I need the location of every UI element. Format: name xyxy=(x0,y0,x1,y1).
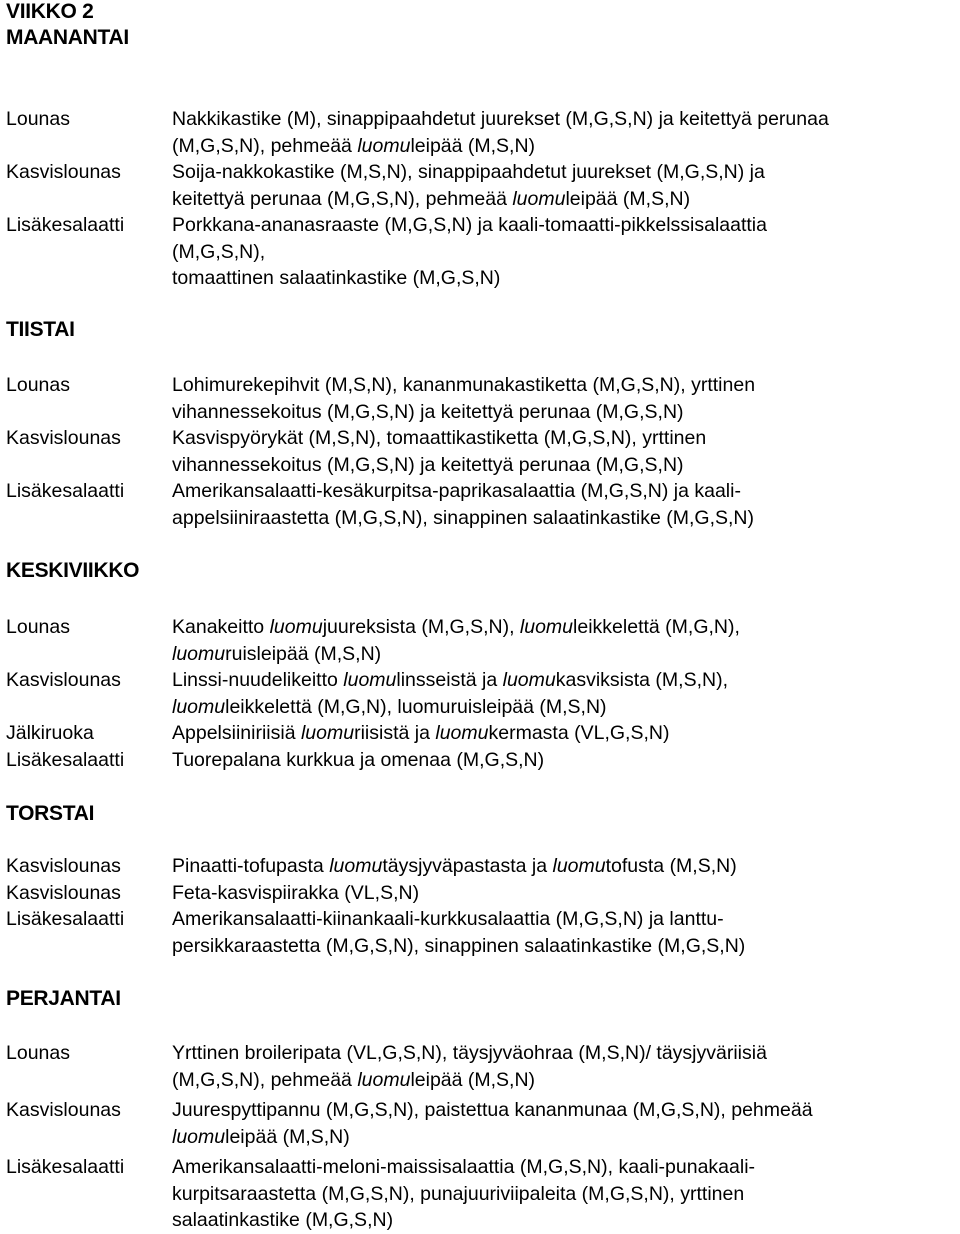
day-thursday-items xyxy=(6,853,956,959)
meal-label: Lisäkesalaatti xyxy=(6,480,125,502)
menu-row xyxy=(6,478,956,531)
menu-row xyxy=(6,853,956,880)
day-heading-wednesday: KESKIVIIKKO xyxy=(6,559,140,582)
meal-description: Yrttinen broileripata (VL,G,S,N), täysjyväohraa (M,S,N)/ täysjyväriisiä (M,G,S,N), pehmeää luomuleipää (M,S,N) xyxy=(172,1042,767,1091)
meal-description: Pinaatti-tofupasta luomutäysjyväpastasta ja luomutofusta (M,S,N) xyxy=(172,855,737,877)
meal-label: Lounas xyxy=(6,374,70,396)
menu-row xyxy=(6,667,956,720)
meal-description: Lohimurekepihvit (M,S,N), kananmunakastiketta (M,G,S,N), yrttinen vihannessekoitus (M,G,S,N) ja keitettyä perunaa (M,G,S,N) xyxy=(172,374,756,423)
meal-label: Kasvislounas xyxy=(6,881,121,904)
meal-description: Nakkikastike (M), sinappipaahdetut juurekset (M,G,S,N) ja keitettyä perunaa (M,G,S,N), pehmeää luomuleipää (M,S,N) xyxy=(172,108,829,157)
menu-row xyxy=(6,747,956,774)
meal-label: Lisäkesalaatti xyxy=(6,1156,125,1178)
meal-description: Amerikansalaatti-kesäkurpitsa-paprikasalaattia (M,G,S,N) ja kaali- appelsiiniraastetta (M,G,S,N), sinappinen salaatinkastike (M,G,S,N) xyxy=(172,480,754,529)
meal-label: Lisäkesalaatti xyxy=(6,908,125,930)
menu-row xyxy=(6,425,956,478)
meal-label: Kasvislounas xyxy=(6,161,121,183)
meal-label: Kasvislounas xyxy=(6,855,121,877)
meal-description: Amerikansalaatti-kiinankaali-kurkkusalaattia (M,G,S,N) ja lanttu- persikkaraastetta (M,G,S,N), sinappinen salaatinkastike (M,G,S,N) xyxy=(172,908,746,957)
menu-row xyxy=(6,906,956,959)
meal-label: Kasvislounas xyxy=(6,427,121,449)
meal-label: Lounas xyxy=(6,108,70,130)
menu-row xyxy=(6,1097,956,1150)
meal-label: Kasvislounas xyxy=(6,1099,121,1121)
day-heading-monday: MAANANTAI xyxy=(6,26,129,49)
day-heading-tuesday: TIISTAI xyxy=(6,318,75,341)
meal-label: Lisäkesalaatti xyxy=(6,748,125,771)
meal-description: Soija-nakkokastike (M,S,N), sinappipaahdetut juurekset (M,G,S,N) ja keitettyä perunaa (M,G,S,N), pehmeää luomuleipää (M,S,N) xyxy=(172,161,765,210)
menu-row xyxy=(6,720,956,747)
meal-label: Lounas xyxy=(6,616,70,638)
day-monday-items xyxy=(6,106,956,292)
menu-row xyxy=(6,614,956,667)
meal-label: Lisäkesalaatti xyxy=(6,214,125,236)
menu-row xyxy=(6,372,956,425)
meal-description: Feta-kasvispiirakka (VL,S,N) xyxy=(172,881,420,904)
meal-description: Porkkana-ananasraaste (M,G,S,N) ja kaali-tomaatti-pikkelssisalaattia (M,G,S,N), tomaattinen salaatinkastike (M,G,S,N) xyxy=(172,214,767,289)
meal-label: Lounas xyxy=(6,1042,70,1064)
day-heading-friday: PERJANTAI xyxy=(6,987,121,1010)
menu-row xyxy=(6,880,956,907)
day-tuesday-items xyxy=(6,372,956,531)
menu-row xyxy=(6,1040,956,1093)
menu-row xyxy=(6,212,956,292)
meal-label: Jälkiruoka xyxy=(6,722,94,744)
meal-description: Juurespyttipannu (M,G,S,N), paistettua kananmunaa (M,G,S,N), pehmeää luomuleipää (M,S,N) xyxy=(172,1099,813,1148)
day-heading-thursday: TORSTAI xyxy=(6,802,95,825)
meal-description: Linssi-nuudelikeitto luomulinsseistä ja luomukasviksista (M,S,N), luomuleikkelettä (M,G,N), luomuruisleipää (M,S,N) xyxy=(172,669,728,718)
meal-description: Tuorepalana kurkkua ja omenaa (M,G,S,N) xyxy=(172,748,545,771)
menu-row xyxy=(6,106,956,159)
week-title: VIIKKO 2 xyxy=(6,0,94,23)
meal-description: Appelsiiniriisiä luomuriisistä ja luomukermasta (VL,G,S,N) xyxy=(172,722,670,744)
meal-description: Amerikansalaatti-meloni-maissisalaattia (M,G,S,N), kaali-punakaali- kurpitsaraastetta (M,G,S,N), punajuuriviipaleita (M,G,S,N), yrttinen salaatinkastike (M,G,S,N) xyxy=(172,1156,756,1231)
meal-description: Kasvispyörykät (M,S,N), tomaattikastiketta (M,G,S,N), yrttinen vihannessekoitus (M,G,S,N) ja keitettyä perunaa (M,G,S,N) xyxy=(172,427,707,476)
meal-description: Kanakeitto luomujuureksista (M,G,S,N), luomuleikkelettä (M,G,N), luomuruisleipää (M,S,N) xyxy=(172,616,740,665)
menu-row xyxy=(6,159,956,212)
meal-label: Kasvislounas xyxy=(6,669,121,691)
day-wednesday-items xyxy=(6,614,956,773)
menu-row xyxy=(6,1154,956,1234)
day-friday-items xyxy=(6,1040,956,1234)
